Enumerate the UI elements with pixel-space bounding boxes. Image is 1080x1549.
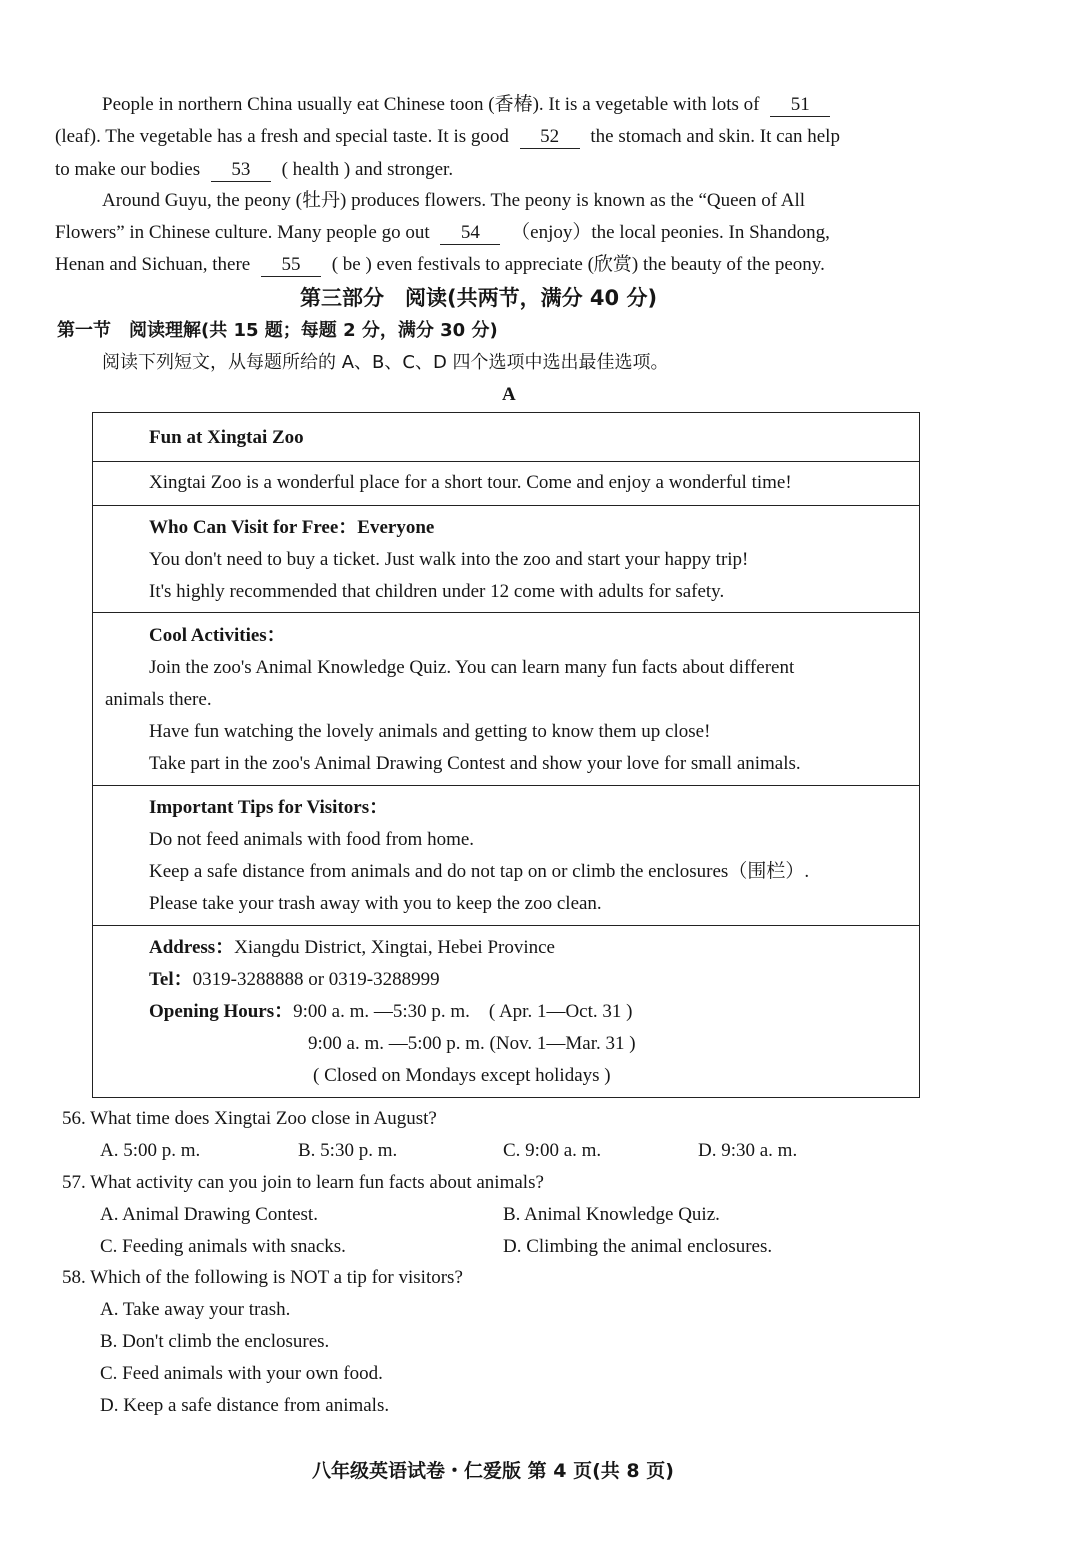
q58-option-b: B. Don't climb the enclosures. — [100, 1331, 330, 1352]
free-line-1: You don't need to buy a ticket. Just walk into the zoo and start your happy trip! — [149, 549, 749, 570]
divider — [93, 785, 919, 786]
cloze-text: Around Guyu, the peony (牡丹) produces flowers. The peony is known as the “Queen of All — [102, 190, 806, 211]
passage-label: A — [502, 384, 516, 405]
q56-option-d: D. 9:30 a. m. — [698, 1140, 798, 1161]
activity-line-3: Take part in the zoo's Animal Drawing Contest and show your love for small animals. — [149, 753, 801, 774]
tel-value: 0319-3288888 or 0319-3288999 — [192, 969, 440, 990]
hours-line-2: 9:00 a. m. —5:00 p. m. (Nov. 1—Mar. 31 ) — [308, 1033, 636, 1054]
blank-53: 53 — [211, 159, 271, 182]
hours-label: Opening Hours： — [149, 1001, 294, 1022]
cloze-text: People in northern China usually eat Chinese toon (香椿). It is a vegetable with lots of — [102, 94, 760, 115]
question-56-stem: 56. What time does Xingtai Zoo close in August? — [62, 1108, 437, 1129]
q56-option-b: B. 5:30 p. m. — [298, 1140, 398, 1161]
cloze-line-4 — [102, 188, 805, 214]
divider — [93, 925, 919, 926]
divider — [93, 461, 919, 462]
q58-option-c: C. Feed animals with your own food. — [100, 1363, 383, 1384]
q58-option-d: D. Keep a safe distance from animals. — [100, 1395, 390, 1416]
cloze-line-3 — [55, 157, 453, 183]
cloze-text: the stomach and skin. It can help — [590, 126, 840, 147]
blank-54: 54 — [440, 222, 500, 245]
cloze-line-2 — [55, 124, 840, 150]
blank-51: 51 — [770, 94, 830, 117]
address-value: Xiangdu District, Xingtai, Hebei Province — [234, 937, 555, 958]
tip-line-2: Keep a safe distance from animals and do not tap on or climb the enclosures（围栏）. — [149, 861, 810, 882]
hours-value-1: 9:00 a. m. —5:30 p. m. ( Apr. 1—Oct. 31 ) — [293, 1001, 633, 1022]
activity-line-2: Have fun watching the lovely animals and getting to know them up close! — [149, 721, 711, 742]
cloze-text: to make our bodies — [55, 159, 201, 180]
activity-line-1b: animals there. — [105, 689, 212, 710]
tips-heading: Important Tips for Visitors： — [149, 797, 389, 818]
zoo-notice — [92, 412, 920, 1098]
notice-intro: Xingtai Zoo is a wonderful place for a short tour. Come and enjoy a wonderful time! — [149, 472, 792, 493]
notice-title: Fun at Xingtai Zoo — [149, 427, 304, 448]
cloze-text: (leaf). The vegetable has a fresh and special taste. It is good — [55, 126, 509, 147]
q57-option-c: C. Feeding animals with snacks. — [100, 1236, 346, 1257]
blank-52: 52 — [520, 126, 580, 149]
section1-title: 第一节 阅读理解(共 15 题；每题 2 分，满分 30 分) — [57, 320, 498, 341]
q58-option-a: A. Take away your trash. — [100, 1299, 291, 1320]
address-label: Address： — [149, 937, 235, 958]
cloze-text: （enjoy）the local peonies. In Shandong, — [511, 222, 830, 243]
q57-option-d: D. Climbing the animal enclosures. — [503, 1236, 773, 1257]
activities-heading: Cool Activities： — [149, 625, 286, 646]
instruction: 阅读下列短文，从每题所给的 A、B、C、D 四个选项中选出最佳选项。 — [102, 352, 669, 373]
q57-option-a: A. Animal Drawing Contest. — [100, 1204, 318, 1225]
cloze-text: ( health ) and stronger. — [281, 159, 454, 180]
free-heading: Who Can Visit for Free：Everyone — [149, 517, 435, 538]
hours-line-1 — [149, 999, 632, 1025]
blank-55: 55 — [261, 254, 321, 277]
tel-line — [149, 967, 440, 993]
q56-option-a: A. 5:00 p. m. — [100, 1140, 201, 1161]
cloze-line-5 — [55, 220, 830, 246]
divider — [93, 612, 919, 613]
hours-note: ( Closed on Mondays except holidays ) — [313, 1065, 611, 1086]
cloze-text: Henan and Sichuan, there — [55, 254, 251, 275]
free-line-2: It's highly recommended that children under 12 come with adults for safety. — [149, 581, 725, 602]
q57-option-b: B. Animal Knowledge Quiz. — [503, 1204, 720, 1225]
q56-option-c: C. 9:00 a. m. — [503, 1140, 602, 1161]
divider — [93, 505, 919, 506]
tip-line-3: Please take your trash away with you to keep the zoo clean. — [149, 893, 602, 914]
cloze-text: ( be ) even festivals to appreciate (欣赏) the beauty of the peony. — [331, 254, 825, 275]
activity-line-1a: Join the zoo's Animal Knowledge Quiz. You can learn many fun facts about different — [149, 657, 795, 678]
tel-label: Tel： — [149, 969, 193, 990]
question-57-stem: 57. What activity can you join to learn fun facts about animals? — [62, 1172, 544, 1193]
part3-title: 第三部分 阅读(共两节，满分 40 分) — [300, 286, 658, 310]
address-line — [149, 935, 555, 961]
question-58-stem: 58. Which of the following is NOT a tip for visitors? — [62, 1267, 463, 1288]
page-footer: 八年级英语试卷・仁爱版 第 4 页(共 8 页) — [312, 1460, 674, 1482]
cloze-line-1 — [102, 92, 830, 118]
tip-line-1: Do not feed animals with food from home. — [149, 829, 475, 850]
cloze-line-6 — [55, 252, 825, 278]
cloze-text: Flowers” in Chinese culture. Many people go out — [55, 222, 430, 243]
